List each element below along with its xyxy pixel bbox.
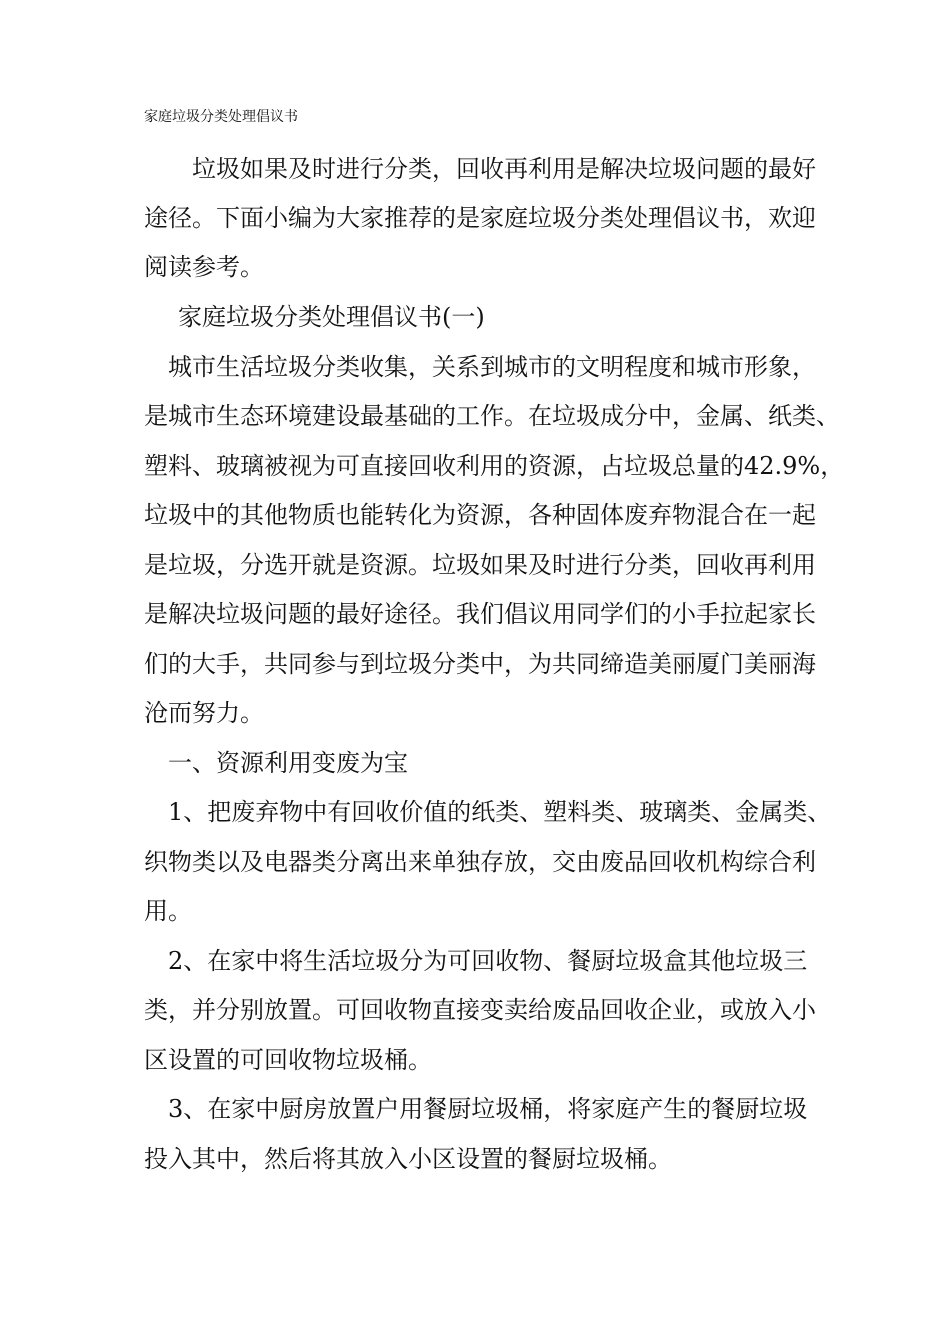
body-line-12: 沧而努力。: [144, 699, 264, 727]
body-line-11: 们的大手，共同参与到垃圾分类中，为共同缔造美丽厦门美丽海: [144, 650, 816, 678]
body-line-5: 城市生活垃圾分类收集，关系到城市的文明程度和城市形象，: [168, 353, 816, 381]
body-line-6: 是城市生态环境建设最基础的工作。在垃圾成分中，金属、纸类、: [144, 402, 840, 430]
body-line-3: 阅读参考。: [144, 253, 264, 281]
body-line-8: 垃圾中的其他物质也能转化为资源，各种固体废弃物混合在一起: [144, 501, 816, 529]
body-line-9: 是垃圾，分选开就是资源。垃圾如果及时进行分类，回收再利用: [144, 551, 816, 579]
list-item-3-line-2: 投入其中，然后将其放入小区设置的餐厨垃圾桶。: [144, 1145, 672, 1173]
list-item-2-line-3: 区设置的可回收物垃圾桶。: [144, 1046, 432, 1074]
subsection-title: 一、资源利用变废为宝: [168, 749, 408, 777]
body-line-10: 是解决垃圾问题的最好途径。我们倡议用同学们的小手拉起家长: [144, 600, 816, 628]
list-item-2-line-2: 类，并分别放置。可回收物直接变卖给废品回收企业，或放入小: [144, 996, 816, 1024]
list-item-1-line-3: 用。: [144, 897, 192, 925]
list-item-1-line-1: 1、把废弃物中有回收价值的纸类、塑料类、玻璃类、金属类、: [168, 798, 832, 826]
section-title: 家庭垃圾分类处理倡议书(一): [154, 303, 485, 331]
list-item-3-line-1: 3、在家中厨房放置户用餐厨垃圾桶，将家庭产生的餐厨垃圾: [168, 1095, 808, 1123]
body-line-7: 塑料、玻璃被视为可直接回收利用的资源，占垃圾总量的42.9%，: [144, 452, 845, 480]
list-item-2-line-1: 2、在家中将生活垃圾分为可回收物、餐厨垃圾盒其他垃圾三: [168, 947, 808, 975]
page-header: 家庭垃圾分类处理倡议书: [144, 109, 298, 125]
body-line-2: 途径。下面小编为大家推荐的是家庭垃圾分类处理倡议书，欢迎: [144, 204, 816, 232]
list-item-1-line-2: 织物类以及电器类分离出来单独存放，交由废品回收机构综合利: [144, 848, 816, 876]
body-line-1: 垃圾如果及时进行分类，回收再利用是解决垃圾问题的最好: [168, 155, 816, 183]
